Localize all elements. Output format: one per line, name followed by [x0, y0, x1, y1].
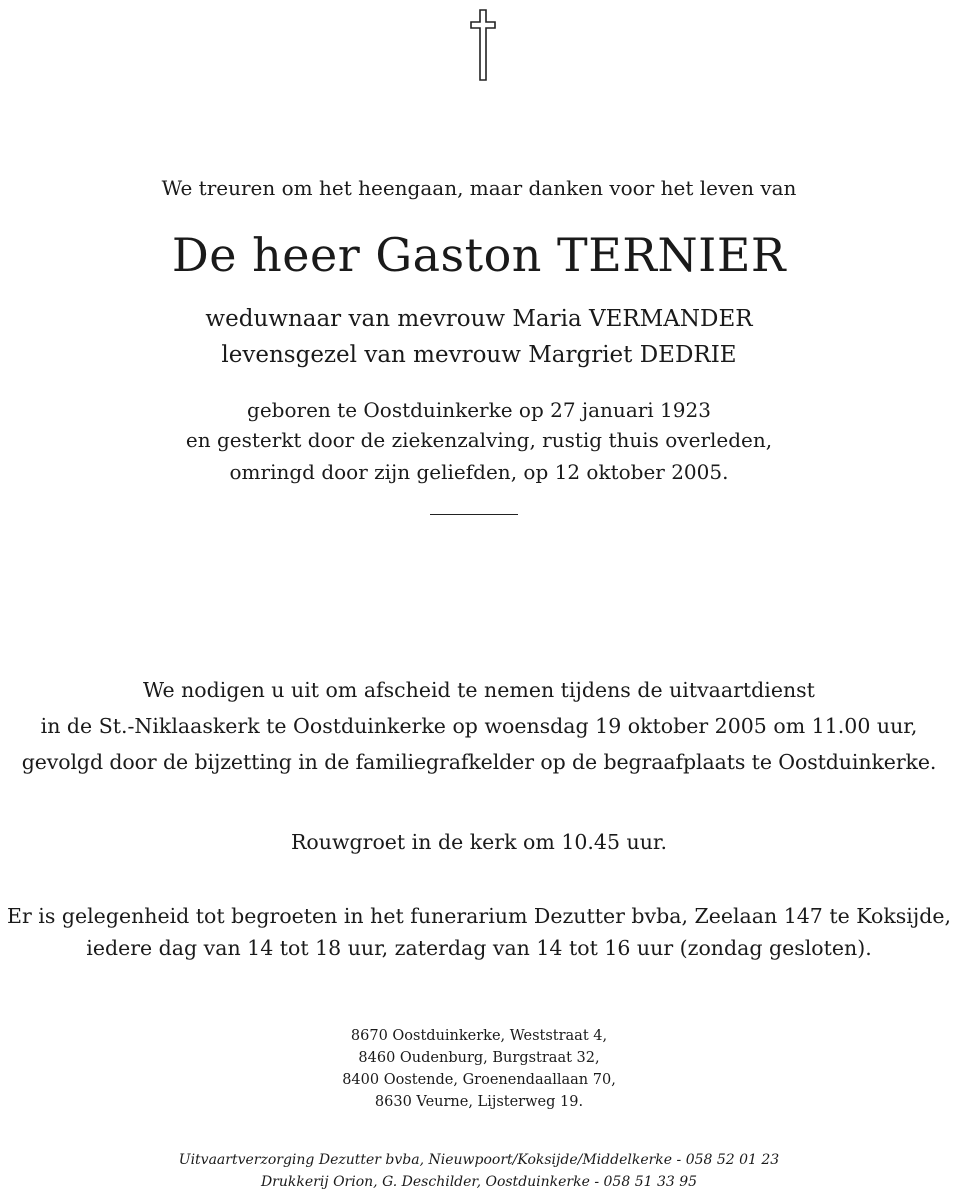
visitation-line-1: Er is gelegenheid tot begroeten in het funerarium Dezutter bvba, Zeelaan 147 te Koksijde, — [7, 904, 951, 928]
address-line: 8630 Veurne, Lijsterweg 19. — [374, 1094, 584, 1110]
invitation-line-3: gevolgd door de bijzetting in de familiegrafkelder op de begraafplaats te Oostduinkerke. — [21, 750, 937, 774]
divider — [430, 514, 518, 515]
invitation-line-1: We nodigen u uit om afscheid te nemen tijdens de uitvaartdienst — [143, 678, 815, 702]
invitation-line-2: in de St.-Niklaaskerk te Oostduinkerke op woensdag 19 oktober 2005 om 11.00 uur, — [40, 714, 918, 738]
passing-text: en gesterkt door de ziekenzalving, rustig thuis overleden, — [185, 428, 773, 452]
birth-text: geboren te Oostduinkerke op 27 januari 1923 — [247, 398, 711, 422]
partner-of-text: levensgezel van mevrouw Margriet DEDRIE — [221, 342, 737, 368]
latin-cross-icon — [455, 6, 511, 84]
widower-of-text: weduwnaar van mevrouw Maria VERMANDER — [205, 306, 753, 332]
intro-text: We treuren om het heengaan, maar danken voor het leven van — [161, 176, 797, 200]
death-date-text: omringd door zijn geliefden, op 12 oktober 2005. — [229, 460, 729, 484]
visitation-line-2: iedere dag van 14 tot 18 uur, zaterdag van 14 tot 16 uur (zondag gesloten). — [86, 936, 872, 960]
funeral-home-credit: Uitvaartverzorging Dezutter bvba, Nieuwpoort/Koksijde/Middelkerke - 058 52 01 23 — [178, 1152, 780, 1168]
printer-credit: Drukkerij Orion, G. Deschilder, Oostduinkerke - 058 51 33 95 — [260, 1174, 698, 1190]
address-line: 8400 Oostende, Groenendaallaan 70, — [342, 1072, 616, 1088]
address-line: 8460 Oudenburg, Burgstraat 32, — [358, 1050, 600, 1066]
condolences-text: Rouwgroet in de kerk om 10.45 uur. — [291, 830, 667, 854]
address-line: 8670 Oostduinkerke, Weststraat 4, — [350, 1028, 608, 1044]
deceased-name: De heer Gaston TERNIER — [171, 228, 787, 282]
